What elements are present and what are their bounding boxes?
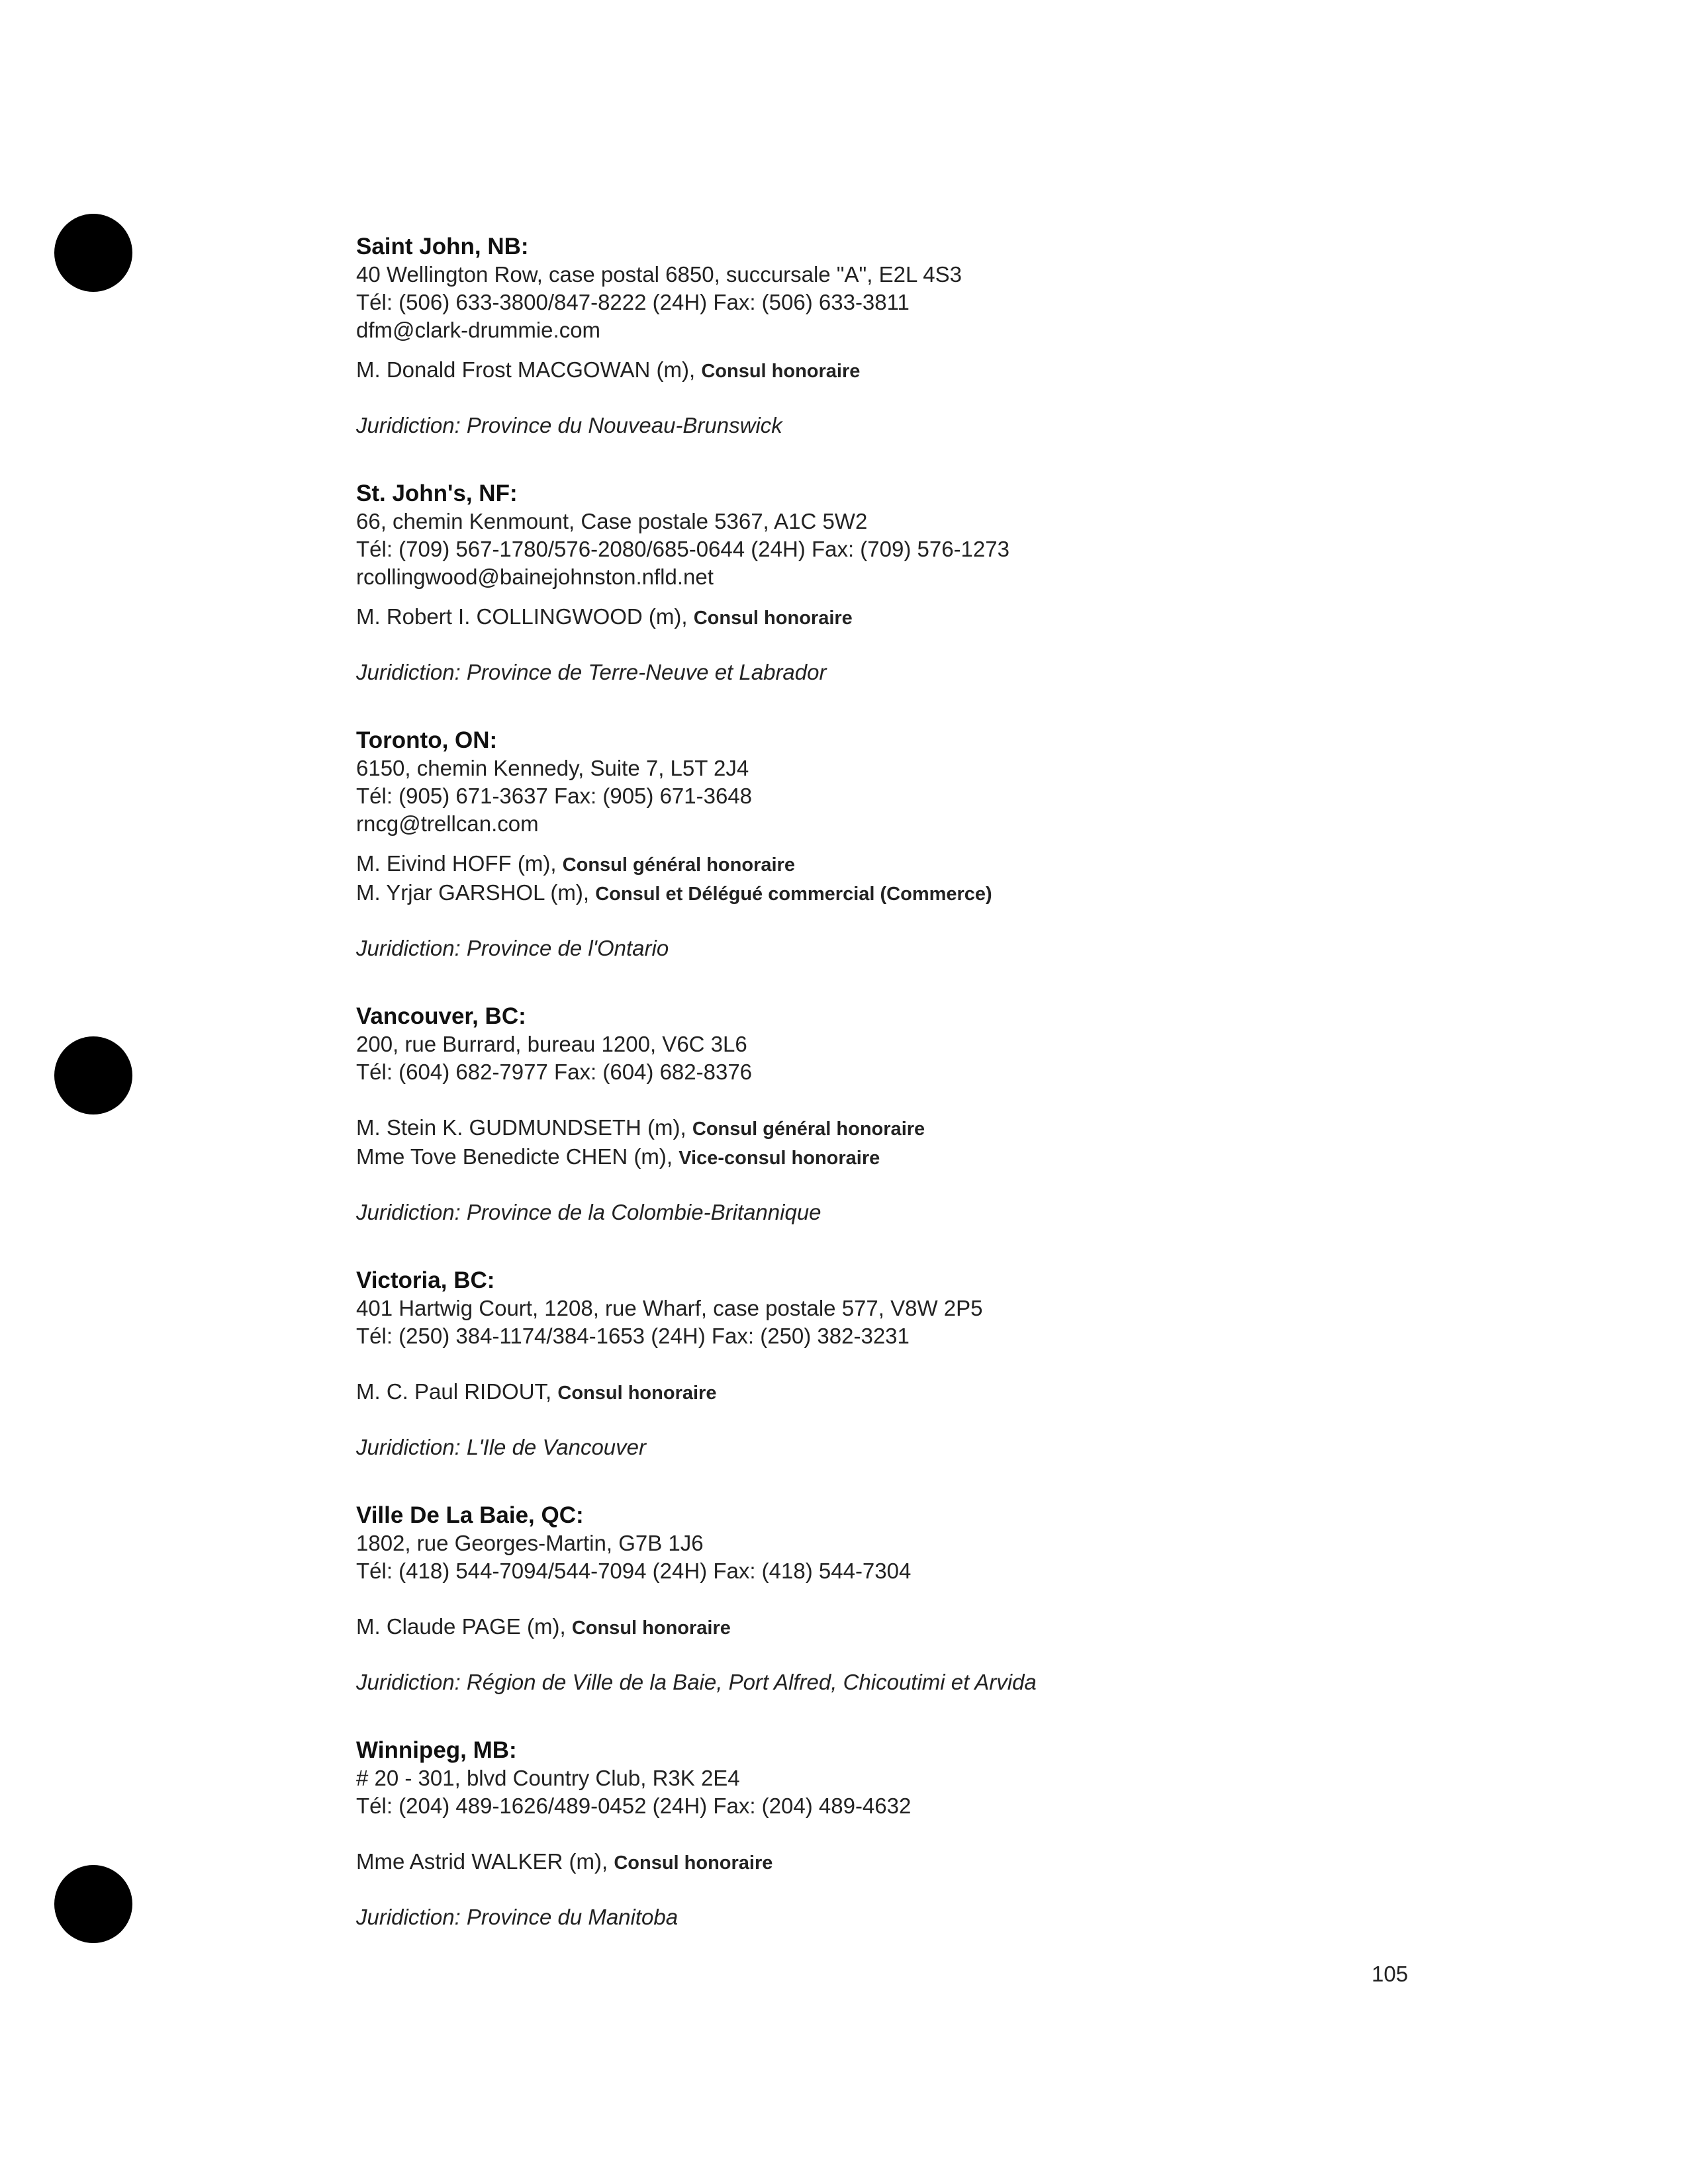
official-name: M. C. Paul RIDOUT, — [356, 1379, 552, 1404]
officials-list — [356, 1378, 1448, 1407]
binder-punch-hole — [54, 214, 132, 292]
official — [356, 1378, 1448, 1407]
official — [356, 1143, 1448, 1172]
official-name: M. Robert I. COLLINGWOOD (m), — [356, 604, 688, 629]
address-line: 6150, chemin Kennedy, Suite 7, L5T 2J4 — [356, 756, 749, 780]
official — [356, 1613, 1448, 1642]
official-name: Mme Tove Benedicte CHEN (m), — [356, 1144, 673, 1169]
consulate-entry-winnipeg — [356, 1737, 1448, 1931]
official-role: Consul et Délégué commercial (Commerce) — [595, 884, 992, 905]
city-heading: Toronto, ON: — [356, 727, 498, 753]
official-name: Mme Astrid WALKER (m), — [356, 1849, 608, 1874]
official-role: Consul général honoraire — [562, 854, 795, 876]
city-heading: Ville De La Baie, QC: — [356, 1502, 584, 1528]
officials-list — [356, 356, 1448, 385]
phone-fax-line: Tél: (905) 671-3637 Fax: (905) 671-3648 — [356, 784, 753, 808]
city-heading: Victoria, BC: — [356, 1267, 495, 1293]
officials-list — [356, 850, 1448, 908]
email-line: rncg@trellcan.com — [356, 811, 539, 836]
city-heading: St. John's, NF: — [356, 480, 518, 506]
jurisdiction: Juridiction: Province de Terre-Neuve et Labrador — [356, 660, 827, 684]
address-line: 1802, rue Georges-Martin, G7B 1J6 — [356, 1531, 704, 1555]
consulate-directory — [356, 233, 1448, 1972]
jurisdiction: Juridiction: Province de l'Ontario — [356, 936, 669, 960]
phone-fax-line: Tél: (204) 489-1626/489-0452 (24H) Fax: (204) 489-4632 — [356, 1794, 912, 1818]
official-role: Vice-consul honoraire — [679, 1148, 880, 1169]
jurisdiction: Juridiction: Province du Manitoba — [356, 1905, 679, 1929]
consulate-entry-ville-de-la-baie — [356, 1502, 1448, 1696]
official-role: Consul honoraire — [701, 361, 861, 382]
official-name: M. Yrjar GARSHOL (m), — [356, 880, 590, 905]
email-line: rcollingwood@bainejohnston.nfld.net — [356, 565, 714, 589]
address-line: 40 Wellington Row, case postal 6850, succursale "A", E2L 4S3 — [356, 262, 962, 287]
official-name: M. Donald Frost MACGOWAN (m), — [356, 357, 696, 382]
address-line: 66, chemin Kenmount, Case postale 5367, A1C 5W2 — [356, 509, 868, 533]
city-heading: Vancouver, BC: — [356, 1003, 526, 1029]
official-name: M. Stein K. GUDMUNDSETH (m), — [356, 1115, 686, 1140]
page-number: 105 — [1372, 1962, 1409, 1986]
official-name: M. Claude PAGE (m), — [356, 1614, 566, 1639]
official — [356, 879, 1448, 908]
official — [356, 850, 1448, 879]
city-heading: Winnipeg, MB: — [356, 1737, 517, 1763]
phone-fax-line: Tél: (418) 544-7094/544-7094 (24H) Fax: (418) 544-7304 — [356, 1559, 912, 1583]
phone-fax-line: Tél: (604) 682-7977 Fax: (604) 682-8376 — [356, 1060, 753, 1084]
phone-fax-line: Tél: (506) 633-3800/847-8222 (24H) Fax: (506) 633-3811 — [356, 290, 910, 314]
consulate-entry-victoria — [356, 1267, 1448, 1461]
email-line: dfm@clark-drummie.com — [356, 318, 601, 342]
phone-fax-line: Tél: (709) 567-1780/576-2080/685-0644 (24H) Fax: (709) 576-1273 — [356, 537, 1009, 561]
city-heading: Saint John, NB: — [356, 234, 529, 259]
official-role: Consul honoraire — [693, 608, 853, 629]
consulate-entry-toronto — [356, 727, 1448, 962]
address-line: # 20 - 301, blvd Country Club, R3K 2E4 — [356, 1766, 740, 1790]
officials-list — [356, 603, 1448, 632]
official-role: Consul honoraire — [571, 1617, 731, 1639]
jurisdiction: Juridiction: Province du Nouveau-Brunswick — [356, 413, 782, 437]
binder-punch-hole — [54, 1865, 132, 1943]
consulate-entry-saint-john — [356, 233, 1448, 439]
address-line: 401 Hartwig Court, 1208, rue Wharf, case postale 577, V8W 2P5 — [356, 1296, 983, 1320]
officials-list — [356, 1848, 1448, 1877]
official — [356, 603, 1448, 632]
official — [356, 1848, 1448, 1877]
officials-list — [356, 1114, 1448, 1172]
jurisdiction: Juridiction: Région de Ville de la Baie, Port Alfred, Chicoutimi et Arvida — [356, 1670, 1037, 1694]
official — [356, 356, 1448, 385]
jurisdiction: Juridiction: Province de la Colombie-Britannique — [356, 1200, 821, 1224]
official-name: M. Eivind HOFF (m), — [356, 851, 557, 876]
official-role: Consul honoraire — [557, 1383, 717, 1404]
consulate-entry-vancouver — [356, 1003, 1448, 1226]
official — [356, 1114, 1448, 1143]
consulate-entry-st-johns — [356, 480, 1448, 686]
official-role: Consul honoraire — [614, 1852, 773, 1874]
officials-list — [356, 1613, 1448, 1642]
official-role: Consul général honoraire — [692, 1118, 925, 1140]
phone-fax-line: Tél: (250) 384-1174/384-1653 (24H) Fax: (250) 382-3231 — [356, 1324, 910, 1348]
jurisdiction: Juridiction: L'Ile de Vancouver — [356, 1435, 646, 1459]
address-line: 200, rue Burrard, bureau 1200, V6C 3L6 — [356, 1032, 747, 1056]
binder-punch-hole — [54, 1036, 132, 1115]
